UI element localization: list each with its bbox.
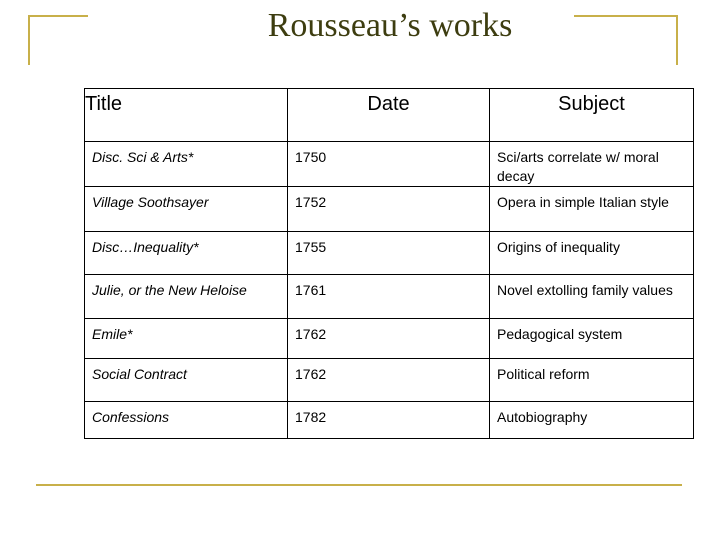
- work-subject: Autobiography: [490, 402, 694, 439]
- works-table: [84, 88, 694, 439]
- work-title: Disc. Sci & Arts*: [85, 142, 288, 187]
- work-title: Confessions: [85, 402, 288, 439]
- work-subject: Sci/arts correlate w/ moral decay: [490, 142, 694, 187]
- page-title: Rousseau’s works: [267, 7, 513, 44]
- work-title: Julie, or the New Heloise: [85, 275, 288, 319]
- table-row: [85, 142, 694, 187]
- column-header-date: Date: [288, 89, 490, 142]
- work-date: 1782: [288, 402, 490, 439]
- work-date: 1761: [288, 275, 490, 319]
- column-header-title: Title: [85, 89, 288, 142]
- table-row: [85, 402, 694, 439]
- work-date: 1762: [288, 319, 490, 359]
- work-title: Social Contract: [85, 359, 288, 402]
- work-title: Emile*: [85, 319, 288, 359]
- work-subject: Pedagogical system: [490, 319, 694, 359]
- table-row: [85, 359, 694, 402]
- table-row: [85, 275, 694, 319]
- table-row: [85, 319, 694, 359]
- table-row: [85, 187, 694, 232]
- work-date: 1752: [288, 187, 490, 232]
- work-subject: Opera in simple Italian style: [490, 187, 694, 232]
- work-subject: Origins of inequality: [490, 232, 694, 275]
- work-date: 1755: [288, 232, 490, 275]
- bottom-horizontal-rule: [36, 484, 682, 486]
- work-subject: Novel extolling family values: [490, 275, 694, 319]
- header-row: [85, 89, 694, 142]
- work-subject: Political reform: [490, 359, 694, 402]
- work-title: Disc…Inequality*: [85, 232, 288, 275]
- table-row: [85, 232, 694, 275]
- column-header-subject: Subject: [490, 89, 694, 142]
- work-date: 1762: [288, 359, 490, 402]
- work-date: 1750: [288, 142, 490, 187]
- work-title: Village Soothsayer: [85, 187, 288, 232]
